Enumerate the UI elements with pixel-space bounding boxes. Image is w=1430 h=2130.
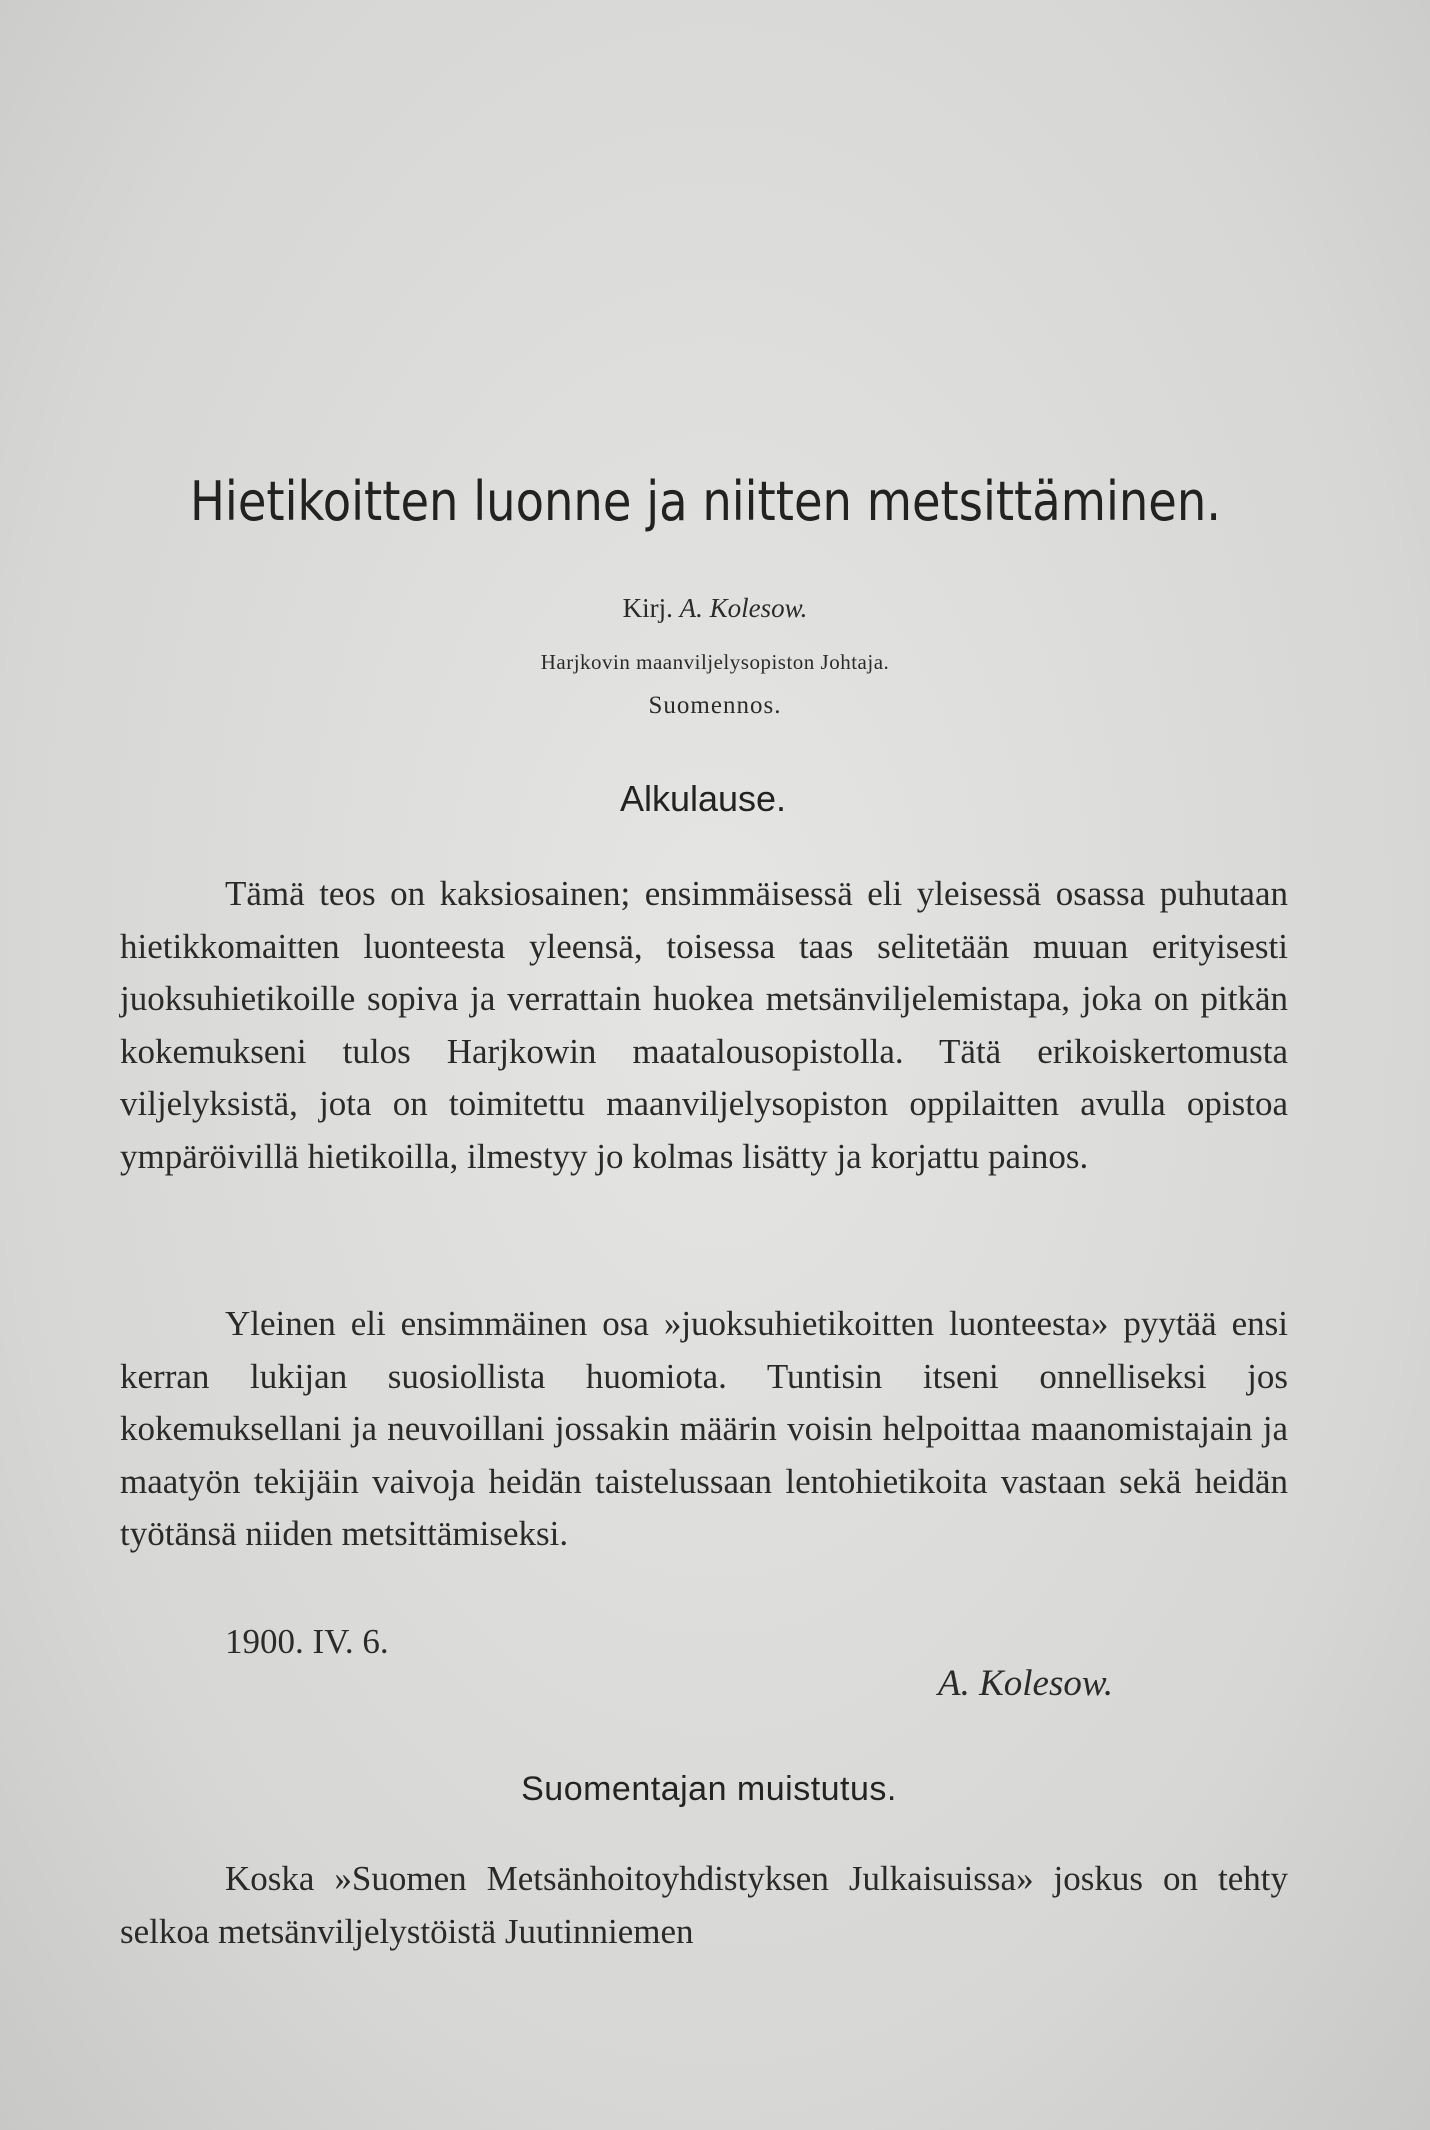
preface-date: 1900. IV. 6. — [225, 1622, 389, 1661]
preface-paragraph-1 — [120, 868, 1288, 1183]
preface-signature: A. Kolesow. — [938, 1663, 1114, 1704]
translation-note: Suomennos. — [648, 692, 782, 719]
preface-paragraph-1-text: Tämä teos on kaksiosainen; ensimmäisessä eli yleisessä osassa puhutaan hietikkomaitten luonteesta yleensä, toisessa taas selitetään muuan erityisesti juoksuhietikoille sopiva ja verrattain huokea metsänviljelemistapa, joka on pitkän kokemukseni tulos Harjkowin maatalousopistolla. Tätä erikoiskertomusta viljelyksistä, jota on toimitettu maanviljelysopiston oppilaitten avulla opistoa ympäröivillä hietikoilla, ilmestyy jo kolmas lisätty ja korjattu painos. — [120, 874, 1288, 1176]
translator-note-text: Koska »Suomen Metsänhoitoyhdistyksen Julkaisuissa» joskus on tehty selkoa metsänviljelystöistä Juutinniemen — [120, 1859, 1288, 1951]
author-name: A. Kolesow. — [679, 593, 808, 623]
translator-note-paragraph — [120, 1853, 1288, 1958]
preface-paragraph-2-text: Yleinen eli ensimmäinen osa »juoksuhietikoitten luonteesta» pyytää ensi kerran lukijan suosiollista huomiota. Tuntisin itseni onnelliseksi jos kokemuksellani ja neuvoillani jossakin määrin voisin helpoittaa maanomistajain ja maatyön tekijäin vaivoja heidän taistelussaan lentohietikoita vastaan sekä heidän työtänsä niiden metsittämiseksi. — [120, 1304, 1288, 1553]
document-title: Hietikoitten luonne ja niitten metsittäminen. — [190, 470, 1222, 533]
preface-heading: Alkulause. — [619, 778, 787, 819]
author-line — [0, 593, 1430, 624]
author-role: Harjkovin maanviljelysopiston Johtaja. — [540, 650, 890, 674]
translator-note-heading: Suomentajan muistutus. — [521, 1770, 897, 1808]
preface-paragraph-2 — [120, 1298, 1288, 1561]
author-prefix: Kirj. — [622, 593, 673, 623]
